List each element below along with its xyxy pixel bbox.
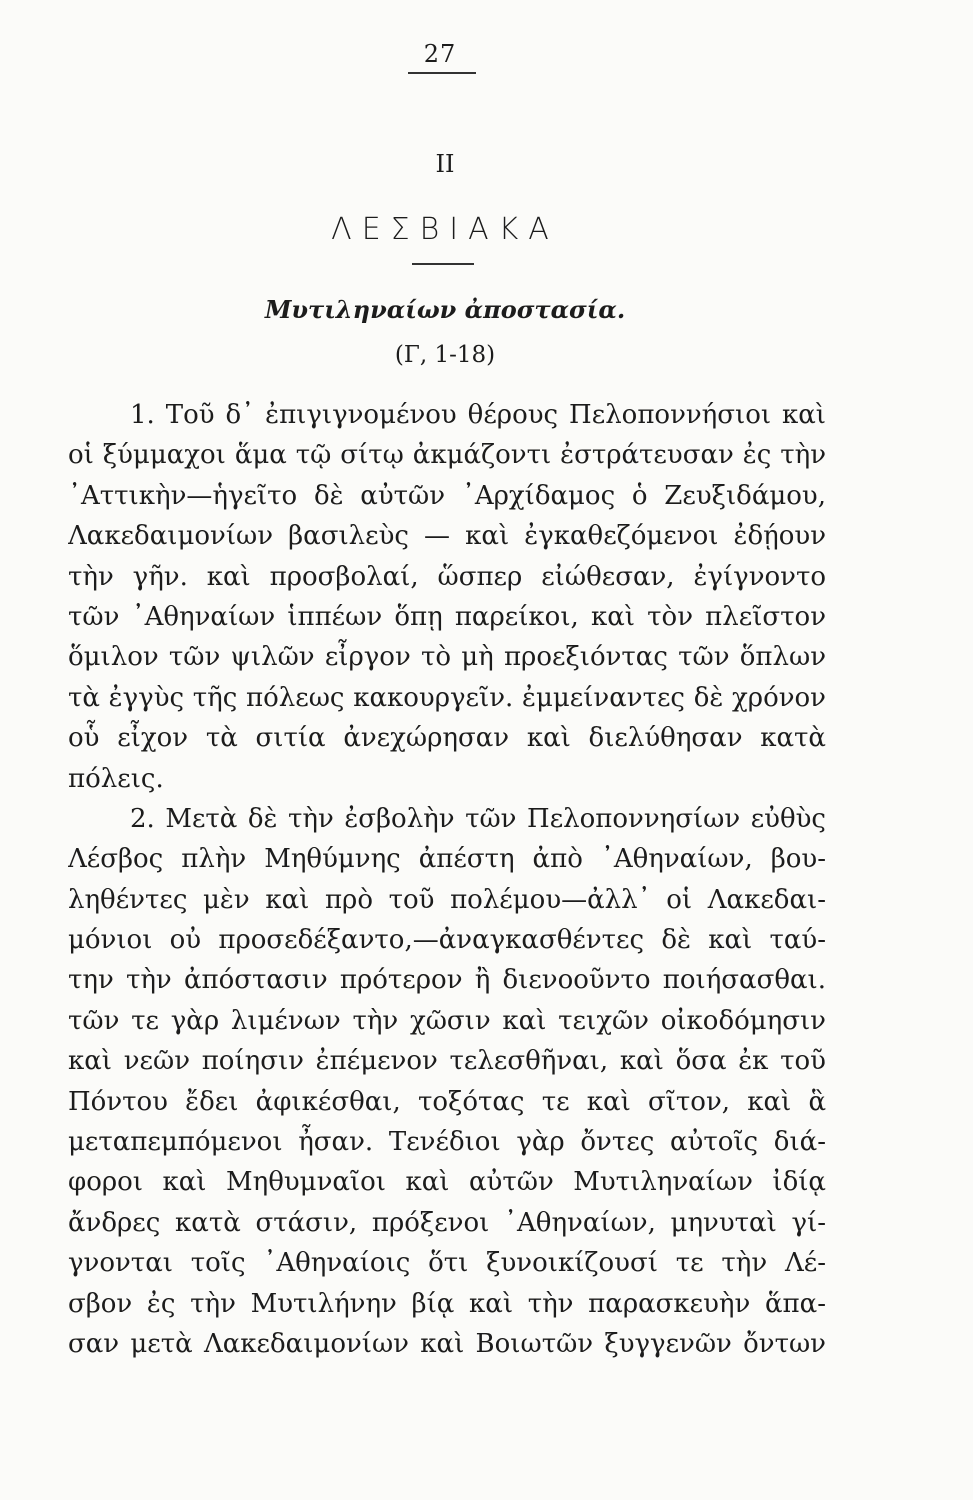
text-line: ἄνδρες κατὰ στάσιν, πρόξενοι ᾽Αθηναίων, μηνυταὶ γί- bbox=[68, 1207, 826, 1238]
body-text bbox=[68, 395, 826, 1364]
text-line: τῶν τε γὰρ λιμένων τὴν χῶσιν καὶ τειχῶν οἰκοδόμησιν bbox=[68, 1005, 826, 1036]
text-line: μεταπεμπόμενοι ἦσαν. Τενέδιοι γὰρ ὄντες αὐτοῖς διά- bbox=[68, 1127, 826, 1158]
text-line: Λέσβος πλὴν Μηθύμνης ἀπέστη ἀπὸ ᾽Αθηναίων, βου- bbox=[68, 844, 826, 875]
text-line: τὴν γῆν. καὶ προσβολαί, ὥσπερ εἰώθεσαν, ἐγίγνοντο bbox=[68, 561, 826, 592]
subtitle: Μυτιληναίων ἀποστασία. bbox=[264, 295, 626, 324]
text-line: μόνιοι οὐ προσεδέξαντο,—ἀναγκασθέντες δὲ καὶ ταύ- bbox=[68, 925, 826, 956]
text-line: σβον ἐς τὴν Μυτιλήνην βίᾳ καὶ τὴν παρασκευὴν ἅπα- bbox=[68, 1288, 826, 1319]
text-line: φοροι καὶ Μηθυμναῖοι καὶ αὐτῶν Μυτιληναίων ἰδίᾳ bbox=[68, 1167, 826, 1198]
text-line: την τὴν ἀπόστασιν πρότερον ἢ διενοοῦντο ποιήσασθαι. bbox=[68, 965, 826, 996]
title-rule bbox=[412, 263, 474, 265]
text-line: ᾽Αττικὴν—ἡγεῖτο δὲ αὐτῶν ᾽Αρχίδαμος ὁ Ζευξιδάμου, bbox=[68, 480, 826, 511]
text-line: σαν μετὰ Λακεδαιμονίων καὶ Βοιωτῶν ξυγγενῶν ὄντων bbox=[68, 1328, 826, 1359]
chapter-title: ΛΕΣΒΙΑΚΑ bbox=[331, 212, 559, 247]
page-number-rule bbox=[408, 72, 476, 74]
text-line: πόλεις. bbox=[68, 763, 164, 794]
text-line: γνονται τοῖς ᾽Αθηναίοις ὅτι ξυνοικίζουσί τε τὴν Λέ- bbox=[68, 1248, 826, 1279]
text-line: τῶν ᾽Αθηναίων ἱππέων ὅπῃ παρείκοι, καὶ τὸν πλεῖστον bbox=[68, 601, 826, 632]
text-line: τὰ ἐγγὺς τῆς πόλεως κακουργεῖν. ἐμμείναντες δὲ χρόνον bbox=[68, 682, 826, 713]
text-line: οὗ εἶχον τὰ σιτία ἀνεχώρησαν καὶ διελύθησαν κατὰ bbox=[68, 723, 826, 754]
source-reference: (Γ, 1-18) bbox=[394, 342, 496, 368]
text-line: ληθέντες μὲν καὶ πρὸ τοῦ πολέμου—ἀλλ᾽ οἱ Λακεδαι- bbox=[68, 884, 826, 915]
text-line: 1. Τοῦ δ᾽ ἐπιγιγνομένου θέρους Πελοποννήσιοι καὶ bbox=[130, 400, 826, 430]
page-number: 27 bbox=[423, 40, 457, 68]
text-line: 2. Μετὰ δὲ τὴν ἐσβολὴν τῶν Πελοποννησίων εὐθὺς bbox=[130, 803, 826, 834]
section-number: II bbox=[435, 150, 455, 178]
text-line: οἱ ξύμμαχοι ἅμα τῷ σίτῳ ἀκμάζοντι ἐστράτευσαν ἐς τὴν bbox=[68, 440, 826, 471]
text-line: Πόντου ἔδει ἀφικέσθαι, τοξότας τε καὶ σῖτον, καὶ ἃ bbox=[68, 1086, 826, 1117]
text-line: καὶ νεῶν ποίησιν ἐπέμενον τελεσθῆναι, καὶ ὅσα ἐκ τοῦ bbox=[68, 1046, 826, 1077]
text-line: Λακεδαιμονίων βασιλεὺς — καὶ ἐγκαθεζόμενοι ἐδῄουν bbox=[68, 521, 826, 552]
text-line: ὅμιλον τῶν ψιλῶν εἶργον τὸ μὴ προεξιόντας τῶν ὅπλων bbox=[68, 642, 826, 673]
